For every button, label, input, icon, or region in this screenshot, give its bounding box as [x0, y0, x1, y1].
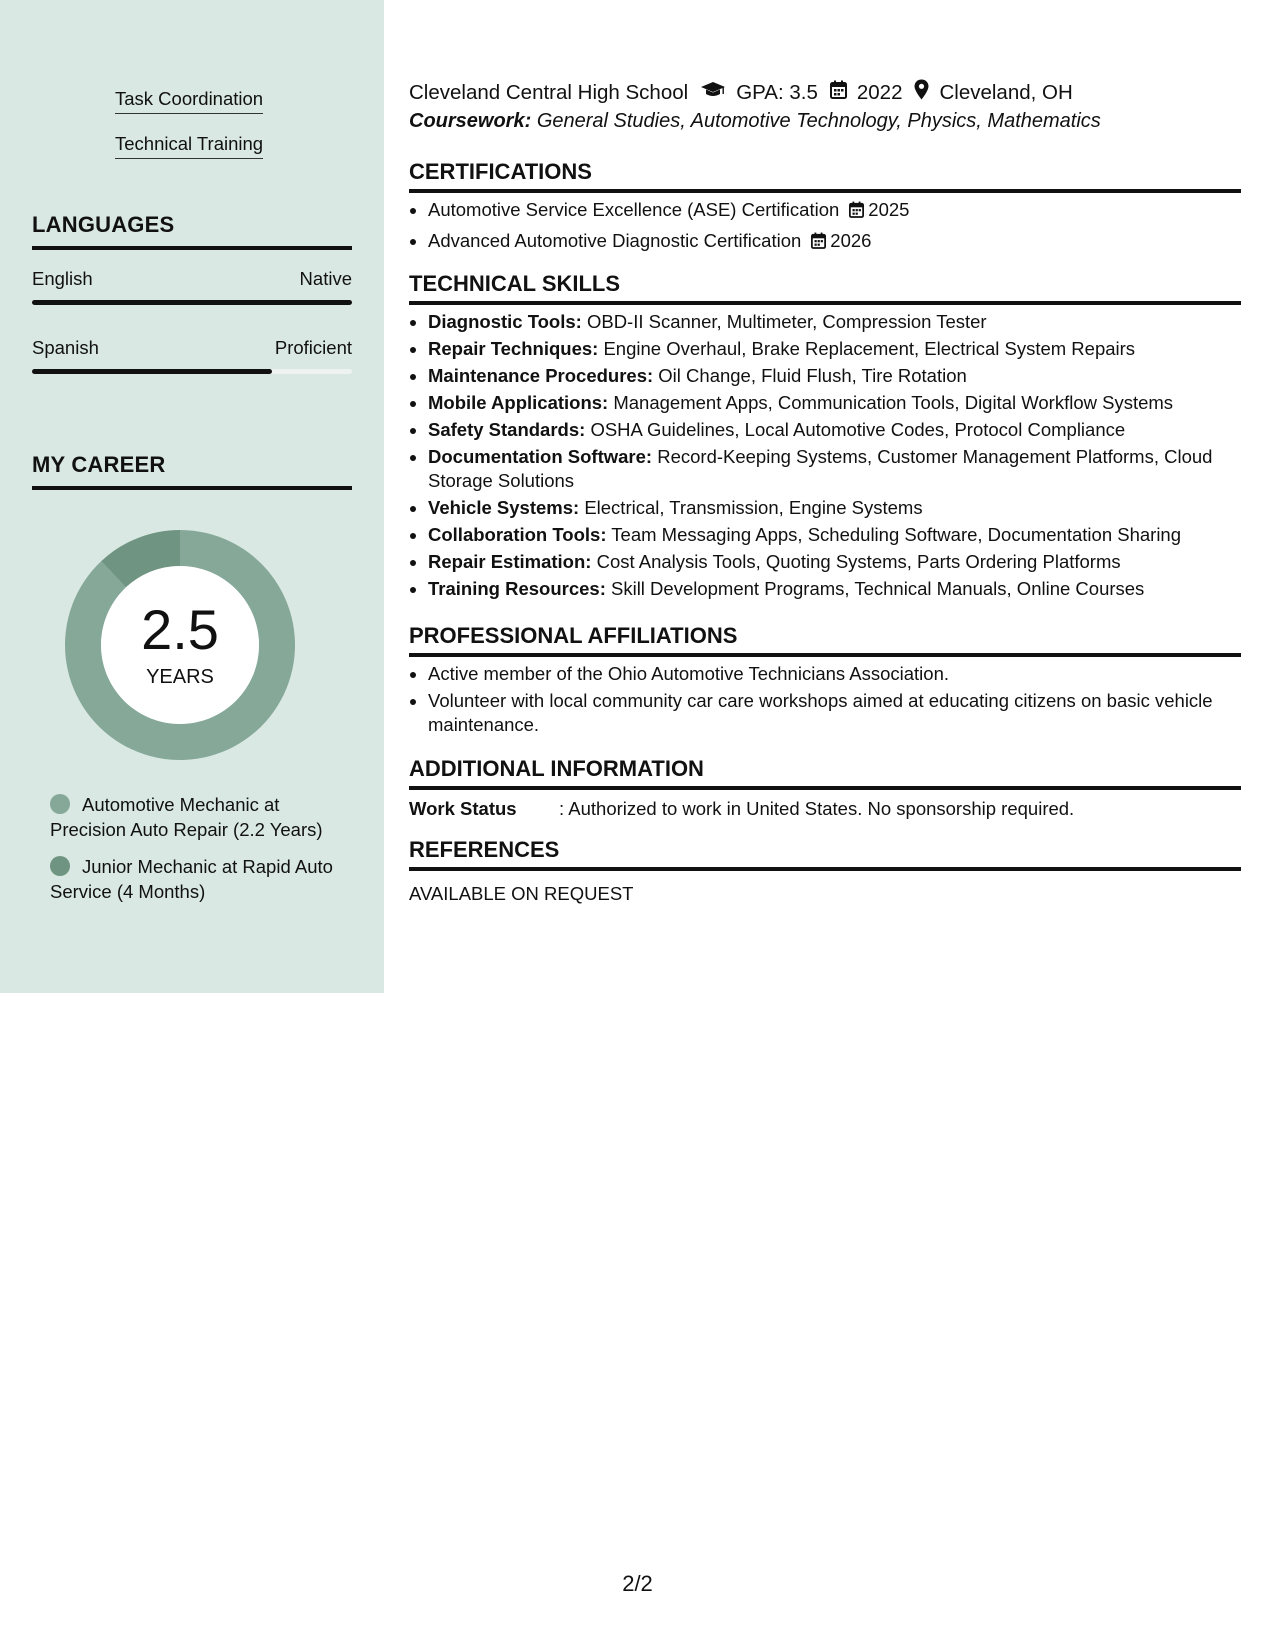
certification-year: 2025: [868, 199, 910, 220]
technical-skill-text: Management Apps, Communication Tools, Digital Workflow Systems: [613, 392, 1174, 413]
technical-skill-item: [428, 550, 1241, 574]
additional-info-heading: ADDITIONAL INFORMATION: [409, 756, 1241, 790]
sidebar: [0, 0, 384, 993]
technical-skill-label: Vehicle Systems:: [428, 497, 580, 518]
graduation-year: 2022: [856, 80, 903, 104]
references-heading: REFERENCES: [409, 837, 1241, 871]
language-level: Native: [299, 268, 352, 289]
school-location: Cleveland, OH: [939, 80, 1073, 104]
technical-skill-item: [428, 418, 1241, 442]
certification-year: 2026: [830, 230, 872, 251]
skill-tag: Technical Training: [115, 133, 263, 159]
work-status-value: : Authorized to work in United States. No sponsorship required.: [559, 798, 1075, 819]
technical-skills-heading: TECHNICAL SKILLS: [409, 271, 1241, 305]
technical-skill-text: Engine Overhaul, Brake Replacement, Electrical System Repairs: [603, 338, 1136, 359]
technical-skill-item: [428, 577, 1241, 601]
references-text: AVAILABLE ON REQUEST: [409, 883, 634, 904]
technical-skill-item: [428, 337, 1241, 361]
technical-skill-label: Training Resources:: [428, 578, 606, 599]
technical-skill-label: Mobile Applications:: [428, 392, 609, 413]
technical-skill-text: OBD-II Scanner, Multimeter, Compression Tester: [586, 311, 987, 332]
education-line: [409, 79, 1073, 106]
graduation-cap-icon: [700, 81, 726, 105]
language-row: [32, 268, 352, 290]
calendar-icon: [811, 231, 826, 255]
school-name: Cleveland Central High School: [409, 80, 689, 104]
language-name: English: [32, 268, 93, 289]
technical-skill-label: Repair Techniques:: [428, 338, 599, 359]
language-bar-fill: [32, 300, 352, 305]
career-donut-chart: [65, 530, 295, 760]
affiliations-heading: PROFESSIONAL AFFILIATIONS: [409, 623, 1241, 657]
legend-dot: [50, 856, 70, 876]
certification-name: Automotive Service Excellence (ASE) Certification: [428, 199, 840, 220]
calendar-icon: [830, 80, 847, 105]
technical-skill-text: Oil Change, Fluid Flush, Tire Rotation: [658, 365, 967, 386]
certification-item: [428, 198, 1241, 224]
map-pin-icon: [914, 79, 929, 106]
technical-skill-item: [428, 496, 1241, 520]
career-legend-label: Junior Mechanic at Rapid Auto Service (4 Months): [50, 856, 333, 902]
language-bar: [32, 369, 352, 374]
language-level: Proficient: [274, 337, 352, 358]
technical-skill-text: Team Messaging Apps, Scheduling Software, Documentation Sharing: [611, 524, 1182, 545]
technical-skill-item: [428, 391, 1241, 415]
coursework: [409, 110, 1101, 133]
career-legend-item: [50, 854, 340, 904]
affiliation-item: • Active member of the Ohio Automotive Technicians Association.: [428, 662, 1241, 686]
certifications-list: [409, 198, 1241, 260]
language-name: Spanish: [32, 337, 99, 358]
technical-skill-label: Documentation Software:: [428, 446, 653, 467]
gpa: GPA: 3.5: [736, 80, 818, 104]
affiliation-item: • Volunteer with local community car care workshops aimed at educating citizens on basic vehicle maintenance.: [428, 689, 1241, 737]
technical-skill-label: Diagnostic Tools:: [428, 311, 582, 332]
coursework-list: General Studies, Automotive Technology, Physics, Mathematics: [536, 110, 1101, 132]
career-years-unit: YEARS: [146, 666, 214, 688]
technical-skill-text: OSHA Guidelines, Local Automotive Codes, Protocol Compliance: [590, 419, 1126, 440]
career-legend-label: Automotive Mechanic at Precision Auto Repair (2.2 Years): [50, 794, 323, 840]
certification-item: [428, 229, 1241, 255]
technical-skill-item: [428, 310, 1241, 334]
technical-skill-label: Maintenance Procedures:: [428, 365, 654, 386]
career-years-value: 2.5: [141, 598, 219, 661]
certification-name: Advanced Automotive Diagnostic Certification: [428, 230, 802, 251]
certifications-heading: CERTIFICATIONS: [409, 159, 1241, 193]
career-heading: MY CAREER: [32, 452, 352, 490]
career-legend-item: [50, 792, 340, 842]
technical-skill-text: Cost Analysis Tools, Quoting Systems, Parts Ordering Platforms: [596, 551, 1121, 572]
affiliations-list: [409, 662, 1241, 740]
technical-skill-text: Record-Keeping Systems, Customer Management Platforms, Cloud Storage Solutions: [428, 446, 1213, 491]
work-status-label: Work Status: [409, 798, 517, 819]
technical-skill-text: Skill Development Programs, Technical Manuals, Online Courses: [611, 578, 1145, 599]
technical-skill-label: Repair Estimation:: [428, 551, 592, 572]
page-number: 2/2: [622, 1571, 653, 1596]
language-bar: [32, 300, 352, 305]
skill-tag: Task Coordination: [115, 88, 263, 114]
language-row: [32, 337, 352, 359]
technical-skill-item: [428, 445, 1241, 493]
technical-skill-label: Collaboration Tools:: [428, 524, 607, 545]
technical-skill-text: Electrical, Transmission, Engine Systems: [584, 497, 923, 518]
coursework-label: Coursework:: [409, 110, 532, 132]
technical-skills-list: [409, 310, 1241, 604]
calendar-icon: [849, 200, 864, 224]
technical-skill-item: [428, 523, 1241, 547]
legend-dot: [50, 794, 70, 814]
technical-skill-item: [428, 364, 1241, 388]
work-status: [409, 798, 1074, 820]
language-bar-fill: [32, 369, 272, 374]
technical-skill-label: Safety Standards:: [428, 419, 586, 440]
languages-heading: LANGUAGES: [32, 212, 352, 250]
